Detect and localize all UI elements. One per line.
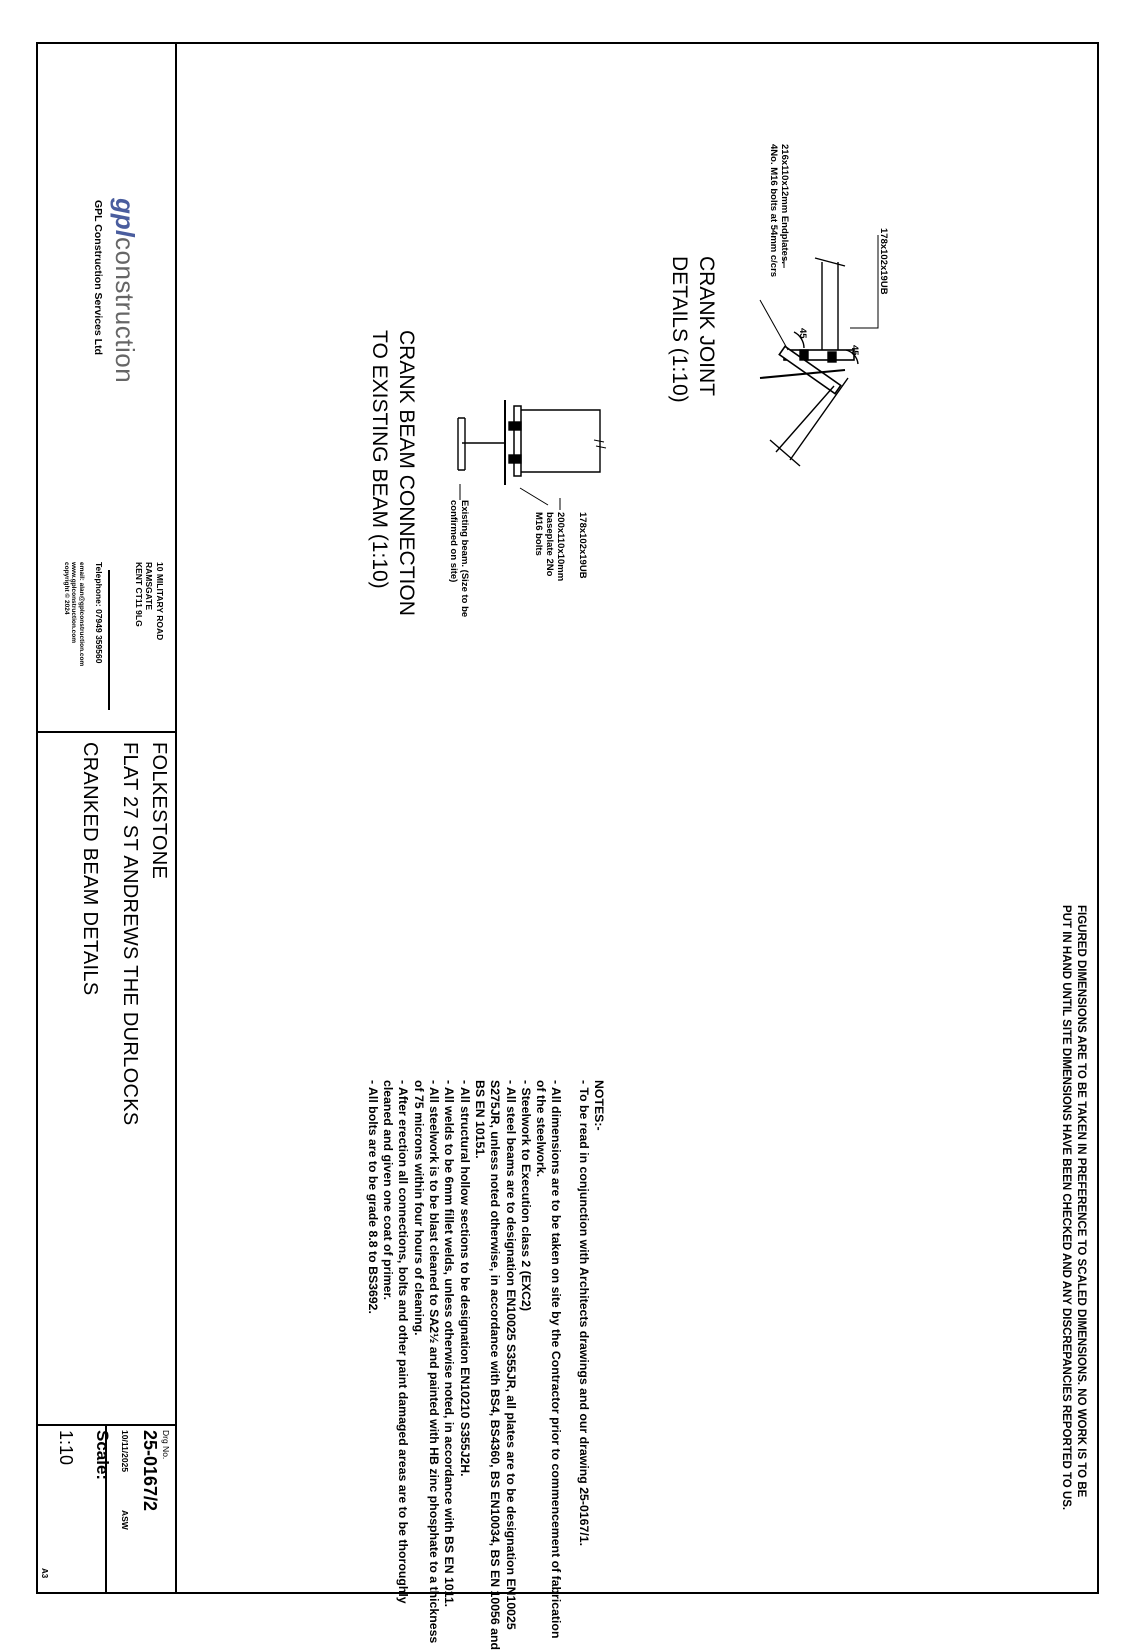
crank-joint-title (666, 256, 720, 496)
connection-title-line-1: CRANK BEAM CONNECTION (395, 330, 418, 616)
baseplate-line-3: M16 bolts (533, 512, 544, 556)
logo-construction: construction (110, 237, 140, 384)
project-line-1: FOLKESTONE (148, 742, 170, 880)
note-item: - To be read in conjunction with Architects drawings and our drawing 25-0167/1. (576, 1080, 591, 1546)
company-telephone: Telephone: 07949 359560 (94, 562, 104, 664)
sheet-size: A3 (40, 1568, 49, 1579)
logo-gpl: gpl (110, 198, 140, 237)
crank-endplate-label (768, 144, 790, 334)
drg-no-label: Drg No. (161, 1430, 171, 1460)
existing-beam-label (448, 500, 470, 670)
company-logo (109, 198, 140, 383)
note-item: - All dimensions are to be taken on site by the Contractor prior to commencement of fabrication of the steelwork. (534, 1080, 564, 1639)
connection-baseplate-label (533, 512, 566, 632)
note-item: - All bolts are to be grade 8.8 to BS3692. (365, 1080, 380, 1314)
baseplate-line-2: baseplate 2No (544, 512, 555, 577)
note-item: - Steelwork to Execution class 2 (EXC2) (518, 1080, 533, 1311)
notes-heading: NOTES:- (592, 1080, 606, 1131)
disclaimer-line-1: FIGURED DIMENSIONS ARE TO BE TAKEN IN PREFERENCE TO SCALED DIMENSIONS. NO WORK IS TO BE (1075, 905, 1087, 1498)
address-line-2: RAMSGATE (144, 562, 155, 611)
crank-endplate-line-2: 4No. M16 bolts at 54mm c/crs (768, 144, 779, 278)
existing-beam-line-1: Existing beam. (Size to be (459, 500, 470, 618)
address-line-3: KENT CT11 9LG (134, 562, 144, 627)
company-copyright: copyright © 2024 (63, 562, 70, 615)
crank-angle-2: 45 (849, 345, 860, 356)
scale-value: 1:10 (56, 1430, 76, 1466)
baseplate-line-1: 200x110x10mm (555, 512, 566, 582)
address-line-1: 10 MILITARY ROAD (155, 562, 165, 641)
note-item: - All steelwork is to be blast cleaned to SA2½ and painted with HB zinc phosphate to a thickness of 75 microns within four hours of cleaning. (411, 1080, 442, 1644)
drawing-date: 10/11/2025 (120, 1430, 130, 1473)
crank-joint-title-line-2: DETAILS (1:10) (668, 256, 691, 403)
drg-no: 25-0167/2 (140, 1430, 160, 1512)
note-item: - All welds to be 6mm fillet welds, unless otherwise noted, in accordance with BS EN 1011. (442, 1080, 457, 1608)
project-line-2: FLAT 27 ST ANDREWS THE DURLOCKS (119, 742, 141, 1126)
drawing-title: CRANKED BEAM DETAILS (79, 742, 101, 996)
company-contact (63, 562, 86, 682)
connection-title (366, 330, 420, 710)
company-web: www.gplconstruction.com (70, 562, 78, 644)
scale-label: Scale: (93, 1430, 112, 1481)
connection-title-line-2: TO EXISTING BEAM (1:10) (368, 330, 391, 589)
crank-beam-label: 178x102x19UB (878, 228, 889, 295)
disclaimer-line-2: PUT IN HAND UNTIL SITE DIMENSIONS HAVE BEEN CHECKED AND ANY DISCREPANCIES REPORTED TO US. (1060, 905, 1072, 1511)
company-name: GPL Construction Services Ltd (92, 200, 104, 356)
company-email: email: alan@gplconstruction.com (78, 562, 85, 667)
crank-endplate-line-1: 216x110x12mm Endplates. (779, 144, 790, 264)
crank-joint-title-line-1: CRANK JOINT (695, 256, 718, 397)
drawn-by: ASW (120, 1510, 130, 1530)
note-item: - After erection all connections, bolts and other paint damaged areas are to be thoroughly cleaned and given one coat of primer. (381, 1080, 411, 1604)
connection-beam-label: 178x102x19UB (577, 512, 588, 579)
note-item: - All steel beams are to designation EN10025 S355JR, all plates are to be designation EN10025 S275JR, unless noted otherwise, in accordance with BS4, BS4360, BS EN10034, BS EN 10056 and BS EN 10151. (472, 1080, 518, 1650)
company-address (134, 562, 166, 722)
connection-drawing (458, 400, 606, 510)
crank-angle-1: 45 (797, 328, 808, 339)
note-item: - All structural hollow sections to be designation EN10210 S355J2H. (457, 1080, 472, 1477)
existing-beam-line-2: confirmed on site) (448, 500, 459, 583)
